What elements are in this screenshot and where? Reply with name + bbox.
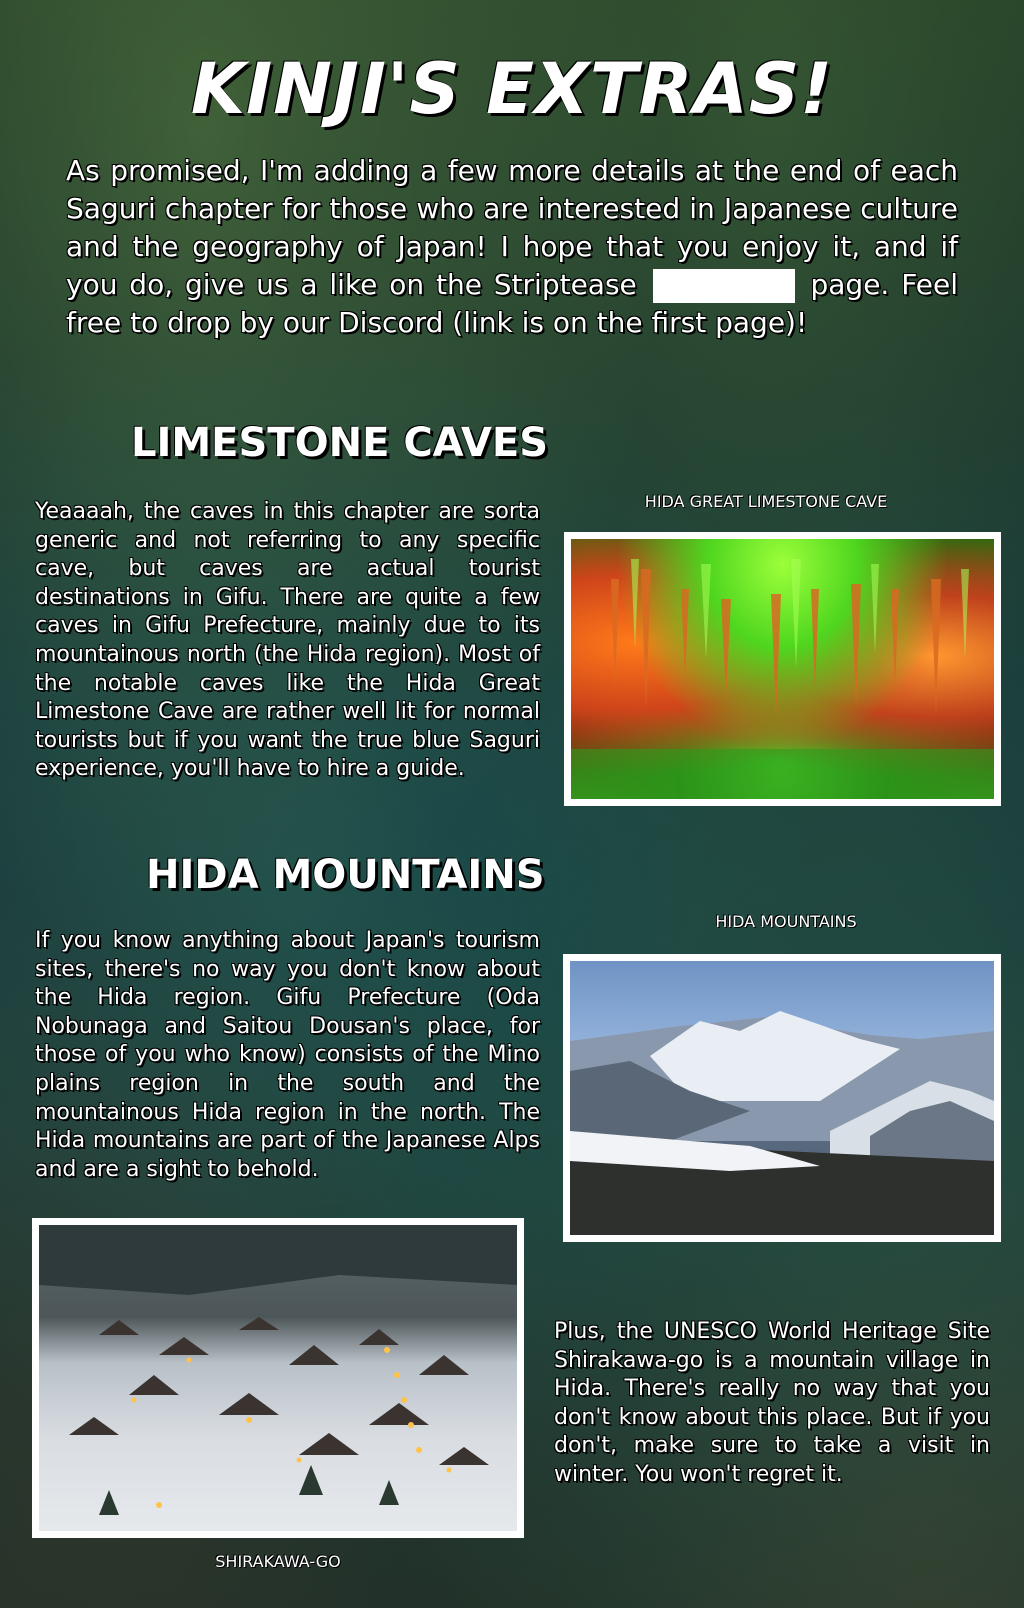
mountains-heading: HIDA MOUNTAINS (146, 852, 545, 898)
redaction-box (653, 269, 795, 303)
snow-village-graphic (39, 1225, 517, 1531)
mountains-body: If you know anything about Japan's tourism sites, there's no way you don't know about the Hida region. Gifu Prefecture (Oda Nobunaga and Saitou Dousan's place, for those of you who know) consists of the Mino plains region in the south and the mountainous Hida region in the north. The Hida mountains are part of the Japanese Alps and are a sight to behold. (35, 928, 540, 1182)
intro-text-before: As promised, I'm adding a few more details at the end of each Saguri chapter for those who are interested in Japanese culture and the geography of Japan! I hope that you enjoy it, and if you do, give us a like on the Striptease (66, 154, 958, 301)
mountains-image (570, 961, 994, 1235)
mountains-photo-caption: HIDA MOUNTAINS (715, 912, 857, 931)
caves-heading: LIMESTONE CAVES (131, 420, 549, 466)
cave-image (571, 539, 994, 799)
caves-photo (564, 532, 1001, 806)
mountain-range-graphic (570, 961, 994, 1235)
shirakawa-photo (32, 1218, 524, 1538)
shirakawa-body: Plus, the UNESCO World Heritage Site Shirakawa-go is a mountain village in Hida. There's really no way that you don't know about this place. But if you don't, make sure to take a visit in winter. You won't regret it. (554, 1319, 990, 1487)
page-title: KINJI'S EXTRAS! (190, 48, 834, 130)
intro-paragraph (66, 152, 958, 342)
village-image (39, 1225, 517, 1531)
shirakawa-photo-caption: SHIRAKAWA-GO (215, 1552, 341, 1571)
mountains-photo (563, 954, 1001, 1242)
caves-photo-caption: HIDA GREAT LIMESTONE CAVE (644, 492, 888, 511)
caves-body: Yeaaaah, the caves in this chapter are sorta generic and not referring to any specific cave, but caves are actual tourist destinations in Gifu. There are quite a few caves in Gifu Prefecture, mainly due to its mountainous north (the Hida region). Most of the notable caves like the Hida Great Limestone Cave are rather well lit for normal tourists but if you want the true blue Saguri experience, you'll have to hire a guide. (35, 499, 540, 782)
intro-text-after: page. Feel free to drop by our Discord (link is on the first page)! (66, 268, 958, 339)
stalactites-graphic (571, 539, 994, 799)
